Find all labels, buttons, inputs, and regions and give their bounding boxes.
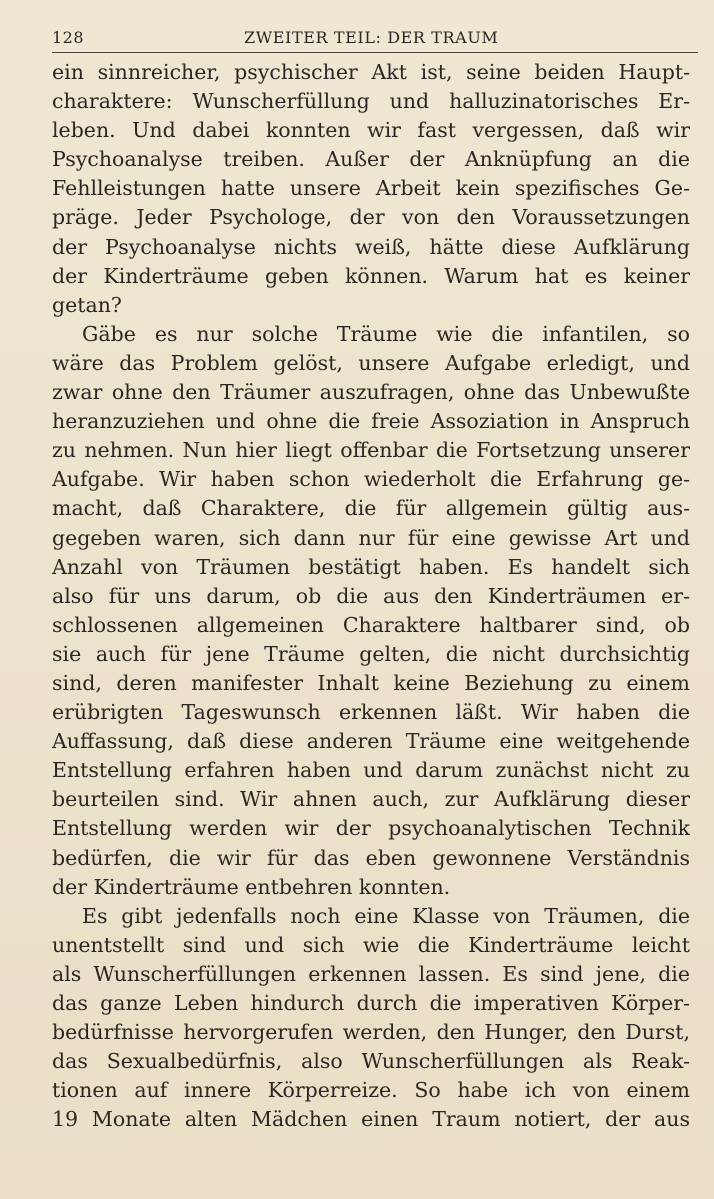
text-line: 19 Monate alten Mädchen einen Traum notiert, der aus: [52, 1107, 690, 1132]
text-line: zu nehmen. Nun hier liegt offenbar die Fortsetzung unserer: [52, 438, 690, 463]
text-line: als Wunscherfüllungen erkennen lassen. Es sind jene, die: [52, 961, 690, 986]
page-number: 128: [52, 28, 85, 47]
text-line: ein sinnreicher, psychischer Akt ist, seine beiden Haupt-: [52, 60, 690, 84]
text-line: Anzahl von Träumen bestätigt haben. Es handelt sich: [52, 554, 690, 579]
text-line: das ganze Leben hindurch durch die imperativen Körper-: [52, 991, 690, 1015]
text-line: tionen auf innere Körperreize. So habe ich von einem: [52, 1078, 690, 1103]
text-line: Es gibt jedenfalls noch eine Klasse von Träumen, die: [82, 903, 690, 928]
running-head: ZWEITER TEIL: DER TRAUM: [244, 28, 499, 47]
text-line: macht, daß Charaktere, die für allgemein gültig aus-: [52, 496, 690, 521]
text-line: beurteilen sind. Wir ahnen auch, zur Aufklärung dieser: [52, 787, 690, 812]
text-line: Aufgabe. Wir haben schon wiederholt die Erfahrung ge-: [52, 467, 690, 492]
text-line: unentstellt sind und sich wie die Kinderträume leicht: [52, 932, 690, 957]
text-line: präge. Jeder Psychologe, der von den Voraussetzungen: [52, 205, 690, 230]
text-line: wäre das Problem gelöst, unsere Aufgabe erledigt, und: [52, 350, 690, 375]
text-line: Auffassung, daß diese anderen Träume eine weitgehende: [52, 729, 690, 754]
text-line: sind, deren manifester Inhalt keine Beziehung zu einem: [52, 670, 690, 695]
text-line: charaktere: Wunscherfüllung und halluzinatorisches Er-: [52, 89, 690, 114]
text-line: der Psychoanalyse nichts weiß, hätte diese Aufklärung: [52, 234, 690, 259]
page-header: [52, 26, 698, 53]
body-text: [52, 58, 690, 1134]
text-line: getan?: [52, 292, 122, 317]
text-line: das Sexualbedürfnis, also Wunscherfüllungen als Reak-: [52, 1049, 690, 1074]
text-line: leben. Und dabei konnten wir fast vergessen, daß wir: [52, 118, 690, 143]
text-line: heranzuziehen und ohne die freie Assoziation in Anspruch: [52, 409, 690, 434]
text-line: Psychoanalyse treiben. Außer der Anknüpfung an die: [52, 147, 690, 172]
text-line: Gäbe es nur solche Träume wie die infantilen, so: [82, 321, 690, 346]
text-line: bedürfnisse hervorgerufen werden, den Hunger, den Durst,: [52, 1020, 690, 1045]
text-line: erübrigten Tageswunsch erkennen läßt. Wir haben die: [52, 700, 690, 725]
text-line: Entstellung erfahren haben und darum zunächst nicht zu: [52, 758, 690, 783]
text-line: Entstellung werden wir der psychoanalytischen Technik: [52, 816, 690, 841]
text-line: der Kinderträume geben können. Warum hat es keiner: [52, 263, 690, 288]
text-line: Fehlleistungen hatte unsere Arbeit kein spezifisches Ge-: [52, 176, 690, 201]
text-line: schlossenen allgemeinen Charaktere haltbarer sind, ob: [52, 612, 690, 637]
text-line: also für uns darum, ob die aus den Kinderträumen er-: [52, 583, 690, 608]
text-line: bedürfen, die wir für das eben gewonnene Verständnis: [52, 845, 690, 870]
text-line: gegeben waren, sich dann nur für eine gewisse Art und: [52, 525, 690, 550]
text-line: zwar ohne den Träumer auszufragen, ohne das Unbewußte: [52, 380, 690, 405]
text-line: sie auch für jene Träume gelten, die nicht durchsichtig: [52, 641, 690, 666]
text-line: der Kinderträume entbehren konnten.: [52, 874, 451, 899]
